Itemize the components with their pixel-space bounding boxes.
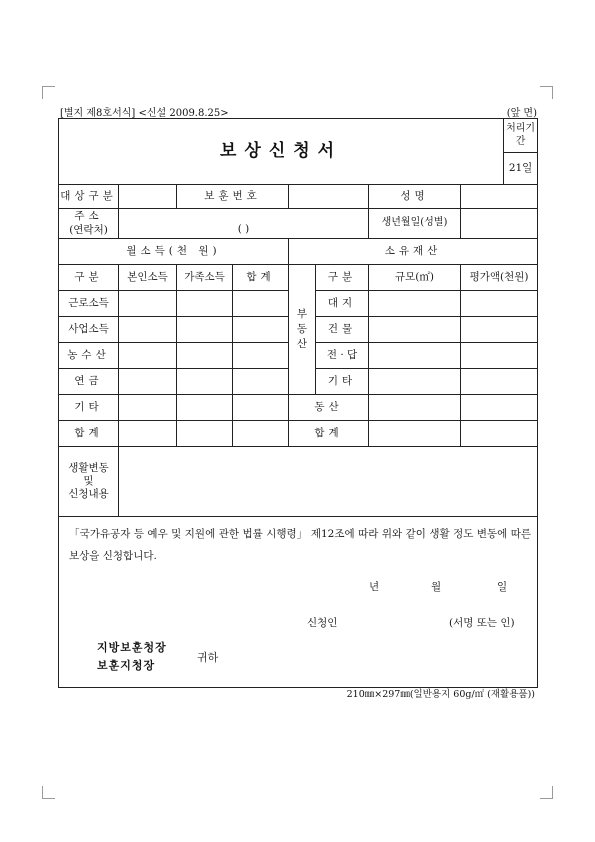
income-cell[interactable] bbox=[119, 421, 177, 447]
birth-gender-field[interactable] bbox=[461, 209, 538, 239]
income-row-label: 기타 bbox=[59, 395, 119, 421]
addressee-regional: 지방보훈청장 bbox=[97, 641, 167, 654]
real-estate-label bbox=[289, 265, 316, 395]
property-row-label: 전 · 답 bbox=[316, 343, 369, 369]
income-col-total: 합계 bbox=[233, 265, 289, 291]
property-cell[interactable] bbox=[369, 343, 461, 369]
income-cell[interactable] bbox=[177, 317, 233, 343]
property-row-label: 대지 bbox=[316, 291, 369, 317]
date-line bbox=[69, 567, 531, 607]
target-type-label: 대상구분 bbox=[59, 185, 119, 209]
income-cell[interactable] bbox=[119, 291, 177, 317]
form-number: [별지 제8호서식] <신설 2009.8.25> bbox=[60, 108, 229, 119]
income-cell[interactable] bbox=[119, 369, 177, 395]
crop-mark-bottom-right bbox=[540, 786, 553, 799]
income-row-label: 근로소득 bbox=[59, 291, 119, 317]
property-row-label: 건물 bbox=[316, 317, 369, 343]
address-field[interactable] bbox=[119, 209, 369, 239]
life-change-label-1: 생활변동 bbox=[68, 461, 109, 474]
property-col-value: 평가액(천원) bbox=[461, 265, 538, 291]
monthly-income-header: 월소득(천 원) bbox=[59, 239, 289, 265]
addressee-branch: 보훈지청장 bbox=[97, 659, 156, 672]
income-col-family: 가족소득 bbox=[177, 265, 233, 291]
income-cell[interactable] bbox=[177, 369, 233, 395]
contact-parens: ( ) bbox=[237, 222, 250, 235]
income-cell[interactable] bbox=[233, 291, 289, 317]
property-cell[interactable] bbox=[461, 369, 538, 395]
movable-property-label: 동산 bbox=[289, 395, 369, 421]
signature-label: (서명 또는 인) bbox=[449, 617, 515, 629]
income-cell[interactable] bbox=[119, 395, 177, 421]
property-cell[interactable] bbox=[461, 421, 538, 447]
property-cell[interactable] bbox=[461, 395, 538, 421]
income-cell[interactable] bbox=[233, 317, 289, 343]
income-total-label: 합계 bbox=[59, 421, 119, 447]
property-cell[interactable] bbox=[369, 317, 461, 343]
processing-period-label: 처리기간 bbox=[504, 119, 538, 153]
month-label: 월 bbox=[431, 581, 442, 593]
processing-period-value: 21일 bbox=[504, 153, 538, 185]
income-col-category: 구분 bbox=[59, 265, 119, 291]
addressee-block bbox=[69, 637, 531, 687]
income-cell[interactable] bbox=[233, 369, 289, 395]
property-cell[interactable] bbox=[461, 317, 538, 343]
income-col-self: 본인소득 bbox=[119, 265, 177, 291]
income-cell[interactable] bbox=[119, 317, 177, 343]
day-label: 일 bbox=[497, 581, 508, 593]
property-cell[interactable] bbox=[369, 421, 461, 447]
income-cell[interactable] bbox=[177, 395, 233, 421]
life-change-label-3: 신청내용 bbox=[68, 488, 109, 501]
form-title-text: 보상신청서 bbox=[219, 140, 343, 161]
life-change-label-2: 및 bbox=[83, 474, 94, 487]
compensation-application-form bbox=[58, 118, 538, 688]
crop-mark-bottom-left bbox=[42, 786, 55, 799]
name-label: 성명 bbox=[369, 185, 461, 209]
declaration-text: 「국가유공자 등 예우 및 지원에 관한 법률 시행령」 제12조에 따라 위와 같이 생활 정도 변동에 따른 보상을 신청합니다. bbox=[69, 528, 532, 562]
birth-gender-label: 생년월일(성별) bbox=[369, 209, 461, 239]
property-cell[interactable] bbox=[461, 343, 538, 369]
crop-mark-top-left bbox=[42, 86, 55, 99]
veteran-number-field[interactable] bbox=[289, 185, 369, 209]
income-cell[interactable] bbox=[119, 343, 177, 369]
property-cell[interactable] bbox=[369, 291, 461, 317]
addressee-suffix: 귀하 bbox=[197, 651, 219, 664]
property-cell[interactable] bbox=[369, 395, 461, 421]
income-row-label: 농수산 bbox=[59, 343, 119, 369]
property-header: 소유재산 bbox=[289, 239, 538, 265]
paper-spec: 210㎜×297㎜(일반용지 60g/㎡ (재활용품)) bbox=[346, 689, 535, 700]
property-row-label: 기타 bbox=[316, 369, 369, 395]
real-estate-label-text: 부동산 bbox=[296, 308, 308, 350]
address-contact-label: (연락처) bbox=[69, 223, 108, 236]
addressee-names bbox=[97, 639, 167, 675]
life-change-label bbox=[59, 447, 119, 517]
form-title bbox=[59, 119, 504, 185]
income-cell[interactable] bbox=[177, 421, 233, 447]
applicant-label: 신청인 bbox=[307, 617, 338, 629]
income-row-label: 연금 bbox=[59, 369, 119, 395]
property-cell[interactable] bbox=[369, 369, 461, 395]
veteran-number-label: 보훈번호 bbox=[177, 185, 289, 209]
income-cell[interactable] bbox=[233, 395, 289, 421]
crop-mark-top-right bbox=[540, 86, 553, 99]
year-label: 년 bbox=[369, 581, 380, 593]
property-col-size: 규모(㎡) bbox=[369, 265, 461, 291]
income-cell[interactable] bbox=[177, 343, 233, 369]
signature-line bbox=[69, 607, 531, 637]
page-side: (앞 면) bbox=[506, 108, 537, 119]
property-total-label: 합계 bbox=[289, 421, 369, 447]
income-row-label: 사업소득 bbox=[59, 317, 119, 343]
life-change-field[interactable] bbox=[119, 447, 538, 517]
property-cell[interactable] bbox=[461, 291, 538, 317]
declaration-section bbox=[59, 517, 538, 688]
income-cell[interactable] bbox=[233, 421, 289, 447]
address-label-text: 주소 bbox=[74, 210, 103, 223]
address-label bbox=[59, 209, 119, 239]
property-col-category: 구분 bbox=[316, 265, 369, 291]
target-type-field[interactable] bbox=[119, 185, 177, 209]
income-cell[interactable] bbox=[177, 291, 233, 317]
income-cell[interactable] bbox=[233, 343, 289, 369]
name-field[interactable] bbox=[461, 185, 538, 209]
